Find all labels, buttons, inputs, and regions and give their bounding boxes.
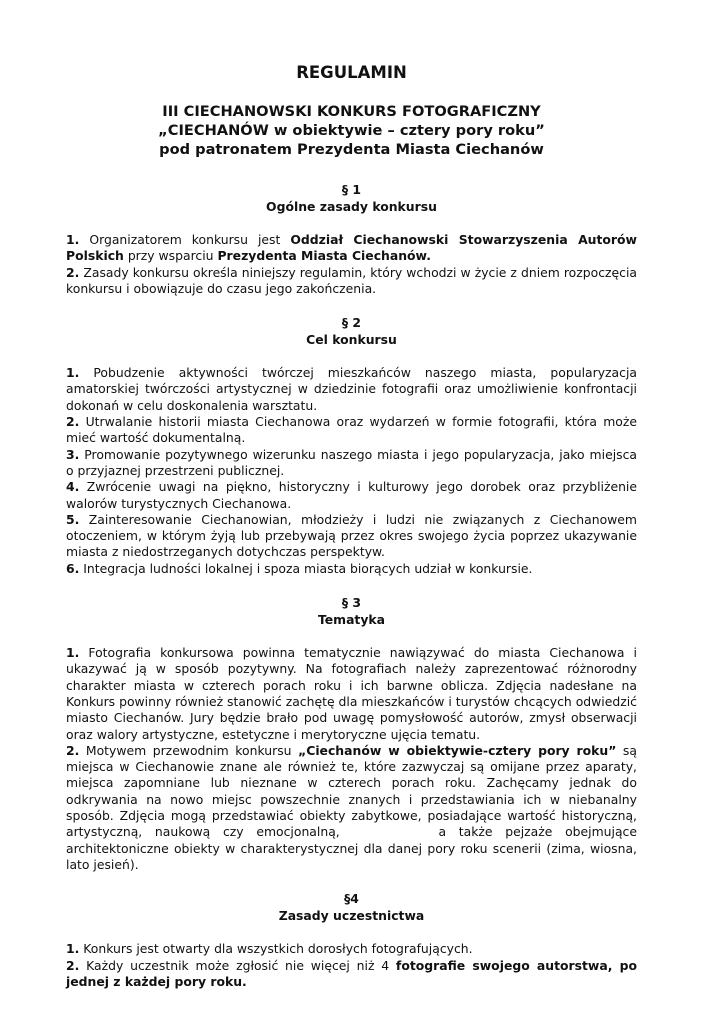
subtitle-line-1: III CIECHANOWSKI KONKURS FOTOGRAFICZNY [162,103,541,120]
patron-name: Prezydenta Miasta Ciechanów. [217,248,431,264]
paragraph [66,265,637,298]
paragraph-text: Fotografia konkursowa powinna tematycznie nawiązywać do miasta Ciechanowa i ukazywać ją w sposób pozytywny. Na fotografiach należy zaprezentować różnorodny charakter miasta w czterech porach roku i ich barwne oblicza. Zdjęcia nadesłane na Konkurs powinny również stanowić zachętę dla mieszkańców i turystów chcących odwiedzić miasto Ciechanów. Jury będzie brało pod uwagę pomysłowość autorów, zmysł obserwacji oraz walory artystyczne, estetyczne i merytoryczne ujęcia tematu. [66,645,637,742]
section-1-header [66,181,637,215]
section-4-body [66,941,637,990]
section-3-header [66,594,637,628]
subtitle-line-2: „CIECHANÓW w obiektywie – cztery pory roku” [158,122,545,139]
item-number: 1. [66,941,80,957]
item-number: 6. [66,560,80,576]
item-number: 3. [66,446,80,462]
item-text: Pobudzenie aktywności twórczej mieszkańców naszego miasta, popularyzacja amatorskiej twórczości artystycznej w dziedzinie fotografii oraz umożliwienie konfrontacji dokonań w celu doskonalenia warsztatu. [66,365,637,413]
paragraph-text: są miejsca w Ciechanowie znane ale również te, które zazwyczaj są omijane przez aparaty, miejsca zapomniane lub nieznane w czterech porach roku. Zachęcamy jednak do odkrywania na nowo miejsc powszechnie znanych i przedstawiania ich w niebanalny sposób. Zdjęcia mogą przedstawiać obiekty zabytkowe, posiadające wartość historyczną, artystyczną, naukową czy emocjonalną, [66,742,637,840]
organizer-name: Oddział Ciechanowski Stowarzyszenia Autorów Polskich [66,232,637,264]
document-title: REGULAMIN [296,63,407,82]
item-number: 2. [66,414,80,430]
photo-requirement: fotografie swojego autorstwa, po jednej z każdej pory roku. [66,957,637,989]
section-heading: Ogólne zasady konkursu [266,199,437,214]
paragraph [66,941,637,957]
item-number: 2. [66,264,80,280]
list-item [66,414,637,447]
list-item [66,512,637,561]
paragraph [66,232,637,265]
item-text: Integracja ludności lokalnej i spoza miasta biorących udział w konkursie. [79,560,533,576]
section-sign: § 3 [341,595,362,611]
paragraph [66,645,637,743]
document-subtitle [66,102,637,159]
paragraph [66,743,637,873]
paragraph-text: przy wsparciu [123,248,218,264]
list-item [66,365,637,414]
item-number: 5. [66,511,80,527]
paragraph-text: a także pejzaże obejmujące architektoniczne obiekty w charakterystycznej dla danej pory roku scenerii (zima, wiosna, lato jesień). [66,824,637,872]
section-2-body [66,365,637,577]
list-item [66,561,637,577]
item-text: Promowanie pozytywnego wizerunku naszego miasta i jego popularyzacja, jako miejsca o przyjaznej przestrzeni publicznej. [66,446,637,478]
section-heading: Cel konkursu [306,332,397,348]
paragraph-text: Konkurs jest otwarty dla wszystkich dorosłych fotografujących. [79,941,473,957]
section-sign: § 1 [341,182,362,197]
item-number: 1. [66,645,80,661]
section-2-header [66,314,637,348]
item-text: Zainteresowanie Ciechanowian, młodzieży i ludzi nie związanych z Ciechanowem otoczeniem, w którym żyją lub przebywają przez okres swojego życia poprzez ukazywanie miasta z niedostrzeganych dotychczas perspektyw. [66,511,637,560]
paragraph [66,958,637,991]
item-number: 4. [66,479,80,495]
paragraph-text: Organizatorem konkursu jest [79,232,291,247]
section-1-body [66,232,637,297]
item-number: 1. [66,365,80,381]
item-text: Utrwalanie historii miasta Ciechanowa oraz wydarzeń w formie fotografii, która może mieć wartość dokumentalną. [66,414,637,446]
paragraph-text: Każdy uczestnik może zgłosić nie więcej niż 4 [79,957,396,973]
item-number: 2. [66,957,80,973]
section-sign: §4 [344,891,359,907]
section-3-body [66,645,637,873]
section-heading: Zasady uczestnictwa [278,908,425,924]
list-item [66,479,637,512]
section-heading: Tematyka [317,612,386,628]
item-text: Zwrócenie uwagi na piękno, historyczny i kulturowy jego dorobek oraz przybliżenie walorów turystycznych Ciechanowa. [66,479,637,511]
item-number: 1. [66,232,80,247]
subtitle-line-3: pod patronatem Prezydenta Miasta Ciechanów [159,141,544,158]
item-number: 2. [66,742,80,758]
paragraph-text: Motywem przewodnim konkursu [79,742,299,758]
section-4-header [66,890,637,924]
list-item [66,447,637,480]
contest-motto: „Ciechanów w obiektywie-cztery pory roku” [298,742,617,758]
section-sign: § 2 [341,315,362,331]
paragraph-text: Zasady konkursu określa niniejszy regulamin, który wchodzi w życie z dniem rozpoczęcia konkursu i obowiązuje do czasu jego zakończenia. [66,264,637,296]
